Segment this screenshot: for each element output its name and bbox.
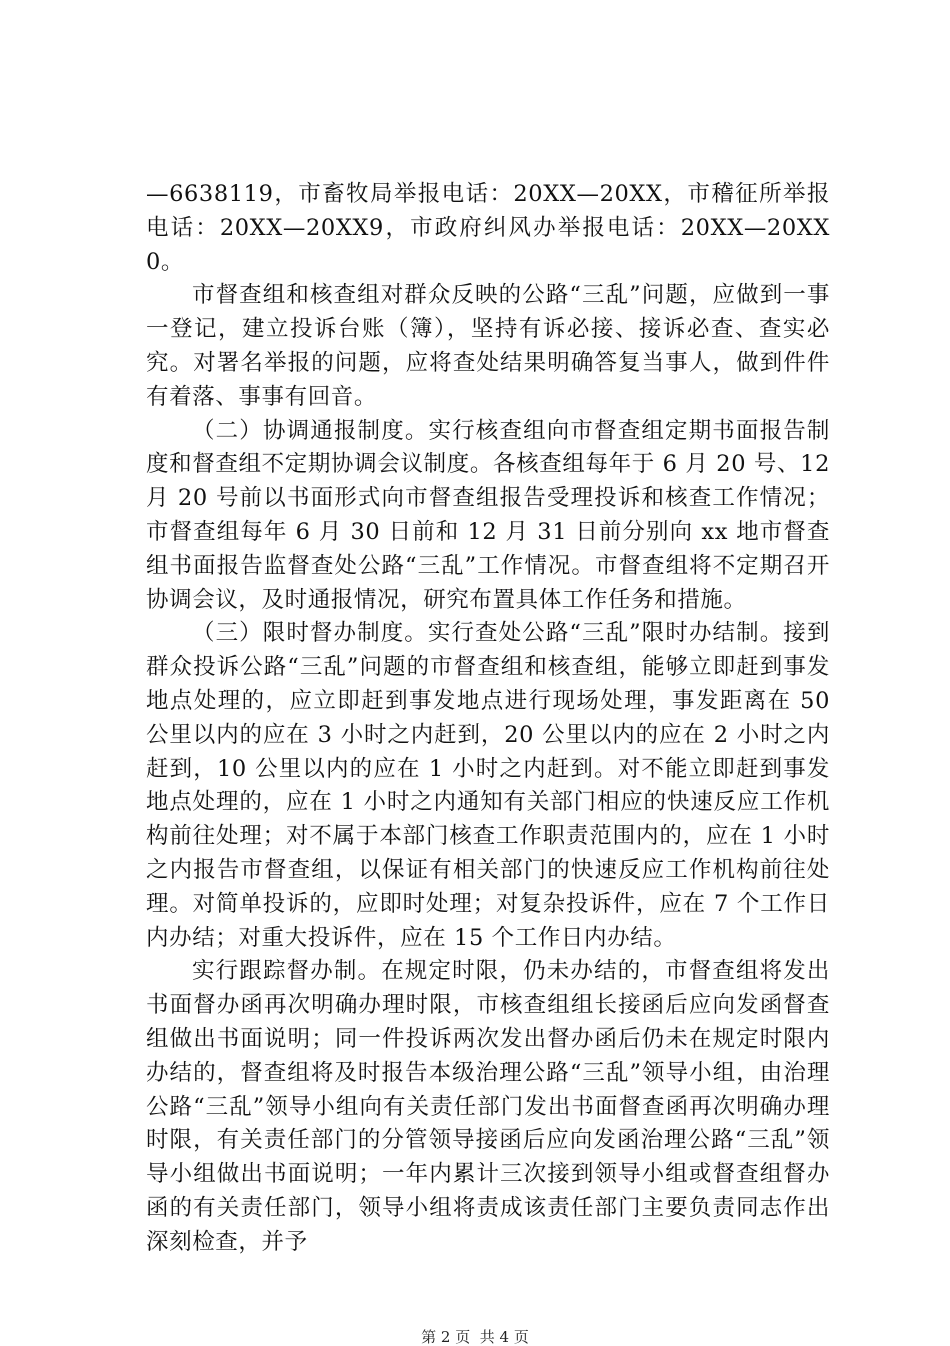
page-footer: [0, 1328, 950, 1346]
page-number-label: 第 2 页 共 4 页: [421, 1328, 529, 1346]
paragraph-contact-numbers: —6638119，市畜牧局举报电话：20XX—20XX，市稽征所举报电话：20XX—20XX9，市政府纠风办举报电话：20XX—20XX0。: [146, 181, 830, 275]
paragraph-time-limit-system: （三）限时督办制度。实行查处公路“三乱”限时办结制。接到群众投诉公路“三乱”问题的市督查组和核查组，能够立即赶到事发地点处理的，应立即赶到事发地点进行现场处理，事发距离在 50 公里以内的应在 3 小时之内赶到，20 公里以内的应在 2 小时之内赶到，10 公里以内的应在 1 小时之内赶到。对不能立即赶到事发地点处理的，应在 1 小时之内通知有关部门相应的快速反应工作机构前往处理；对不属于本部门核查工作职责范围内的，应在 1 小时之内报告市督查组，以保证有相关部门的快速反应工作机构前往处理。对简单投诉的，应即时处理；对复杂投诉件，应在 7 个工作日内办结；对重大投诉件，应在 15 个工作日内办结。: [146, 620, 830, 951]
paragraph-complaint-registration: 市督查组和核查组对群众反映的公路“三乱”问题，应做到一事一登记，建立投诉台账（簿），坚持有诉必接、接诉必查、查实必究。对署名举报的问题，应将查处结果明确答复当事人，做到件件有着落、事事有回音。: [146, 282, 830, 410]
paragraph-coordination-system: （二）协调通报制度。实行核查组向市督查组定期书面报告制度和督查组不定期协调会议制度。各核查组每年于 6 月 20 号、12 月 20 号前以书面形式向市督查组报告受理投诉和核查工作情况；市督查组每年 6 月 30 日前和 12 月 31 日前分别向 xx 地市督查组书面报告监督查处公路“三乱”工作情况。市督查组将不定期召开协调会议，及时通报情况，研究布置具体工作任务和措施。: [146, 417, 830, 613]
document-body: [146, 178, 830, 1260]
paragraph-tracking-supervision: 实行跟踪督办制。在规定时限，仍未办结的，市督查组将发出书面督办函再次明确办理时限，市核查组组长接函后应向发函督查组做出书面说明；同一件投诉两次发出督办函后仍未在规定时限内办结的，督查组将及时报告本级治理公路“三乱”领导小组，由治理公路“三乱”领导小组向有关责任部门发出书面督查函再次明确办理时限，有关责任部门的分管领导接函后应向发函治理公路“三乱”领导小组做出书面说明；一年内累计三次接到领导小组或督查组督办函的有关责任部门，领导小组将责成该责任部门主要负责同志作出深刻检查，并予: [146, 958, 830, 1255]
